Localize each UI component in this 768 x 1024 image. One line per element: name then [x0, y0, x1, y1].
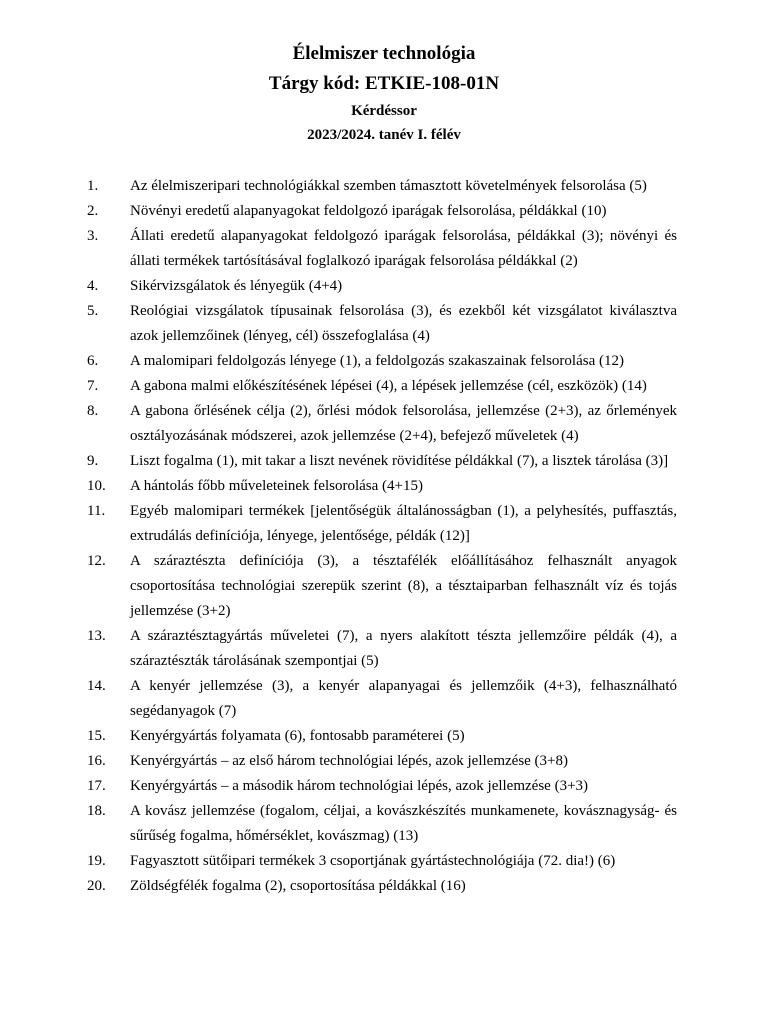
- academic-term: 2023/2024. tanév I. félév: [307, 127, 461, 143]
- question-item: [87, 299, 677, 349]
- question-number: 13.: [87, 628, 106, 644]
- question-text: A száraztészta definíciója (3), a tésztafélék előállításához felhasznált anyagok csoportosítása technológiai szerepük szerint (8), a tésztaiparban felhasznált víz és tojás jellemzése (3+2): [130, 553, 677, 619]
- question-item: [87, 399, 677, 449]
- question-text: Liszt fogalma (1), mit takar a liszt nevének rövidítése példákkal (7), a lisztek tárolása (3)]: [130, 453, 669, 469]
- question-number: 2.: [87, 203, 99, 219]
- question-number: 17.: [87, 778, 106, 794]
- question-number: 15.: [87, 728, 106, 744]
- question-number: 18.: [87, 803, 106, 819]
- question-item: [87, 549, 677, 624]
- question-text: Reológiai vizsgálatok típusainak felsorolása (3), és ezekből két vizsgálatot kiválasztva azok jellemzőinek (lényeg, cél) összefoglalása (4): [130, 303, 677, 344]
- question-item: [87, 724, 677, 749]
- question-item: [87, 674, 677, 724]
- course-code: Tárgy kód: ETKIE-108-01N: [268, 73, 500, 94]
- question-text: Állati eredetű alapanyagokat feldolgozó iparágak felsorolása, példákkal (3); növényi és állati termékek tartósításával foglalkozó iparágak felsorolása példákkal (2): [130, 228, 677, 269]
- question-number: 11.: [87, 503, 106, 519]
- question-item: [87, 474, 677, 499]
- question-text: Sikérvizsgálatok és lényegük (4+4): [130, 278, 343, 294]
- question-text: Zöldségfélék fogalma (2), csoportosítása példákkal (16): [130, 878, 466, 894]
- question-text: Egyéb malomipari termékek [jelentőségük általánosságban (1), a pelyhesítés, puffasztás, extrudálás definíciója, lényege, jelentősége, példák (12)]: [130, 503, 677, 544]
- question-number: 3.: [87, 228, 99, 244]
- question-item: [87, 849, 677, 874]
- question-item: [87, 499, 677, 549]
- document-title: Élelmiszer technológia: [292, 43, 476, 64]
- question-number: 19.: [87, 853, 106, 869]
- question-text: A kovász jellemzése (fogalom, céljai, a kovászkészítés munkamenete, kovásznagyság- és sűrűség fogalma, hőmérséklet, kovászmag) (13): [130, 803, 677, 844]
- question-number: 5.: [87, 303, 99, 319]
- question-item: [87, 449, 677, 474]
- question-text: A gabona őrlésének célja (2), őrlési módok felsorolása, jellemzése (2+3), az őrlemények osztályozásának módszerei, azok jellemzése (2+4), befejező műveletek (4): [130, 403, 677, 444]
- question-text: Fagyasztott sütőipari termékek 3 csoportjának gyártástechnológiája (72. dia!) (6): [130, 853, 616, 869]
- question-number: 9.: [87, 453, 99, 469]
- question-text: Kenyérgyártás – az első három technológiai lépés, azok jellemzése (3+8): [130, 753, 569, 769]
- question-text: A hántolás főbb műveleteinek felsorolása (4+15): [130, 478, 423, 494]
- question-number: 14.: [87, 678, 106, 694]
- question-text: A száraztésztagyártás műveletei (7), a nyers alakított tészta jellemzőire példák (4), a száraztészták tárolásának szempontjai (5): [130, 628, 677, 669]
- question-number: 16.: [87, 753, 106, 769]
- question-item: [87, 374, 677, 399]
- question-item: [87, 349, 677, 374]
- question-item: [87, 799, 677, 849]
- question-number: 20.: [87, 878, 106, 894]
- question-text: Kenyérgyártás – a második három technológiai lépés, azok jellemzése (3+3): [130, 778, 589, 794]
- question-text: Az élelmiszeripari technológiákkal szemben támasztott követelmények felsorolása (5): [130, 178, 647, 194]
- question-item: [87, 874, 677, 899]
- question-number: 12.: [87, 553, 106, 569]
- document-subtitle: Kérdéssor: [351, 103, 417, 119]
- question-item: [87, 199, 677, 224]
- question-item: [87, 749, 677, 774]
- question-item: [87, 224, 677, 274]
- question-item: [87, 774, 677, 799]
- question-list: [87, 174, 677, 899]
- question-number: 6.: [87, 353, 99, 369]
- question-text: A kenyér jellemzése (3), a kenyér alapanyagai és jellemzőik (4+3), felhasználható segédanyagok (7): [130, 678, 677, 719]
- document-header: [0, 40, 768, 146]
- question-number: 8.: [87, 403, 99, 419]
- question-text: Kenyérgyártás folyamata (6), fontosabb paraméterei (5): [130, 728, 465, 744]
- question-number: 4.: [87, 278, 99, 294]
- question-number: 1.: [87, 178, 99, 194]
- question-item: [87, 274, 677, 299]
- question-text: A gabona malmi előkészítésének lépései (4), a lépések jellemzése (cél, eszközök) (14): [130, 378, 647, 394]
- question-number: 7.: [87, 378, 99, 394]
- question-text: A malomipari feldolgozás lényege (1), a feldolgozás szakaszainak felsorolása (12): [130, 353, 624, 369]
- question-text: Növényi eredetű alapanyagokat feldolgozó iparágak felsorolása, példákkal (10): [130, 203, 607, 219]
- question-item: [87, 624, 677, 674]
- question-number: 10.: [87, 478, 106, 494]
- question-item: [87, 174, 677, 199]
